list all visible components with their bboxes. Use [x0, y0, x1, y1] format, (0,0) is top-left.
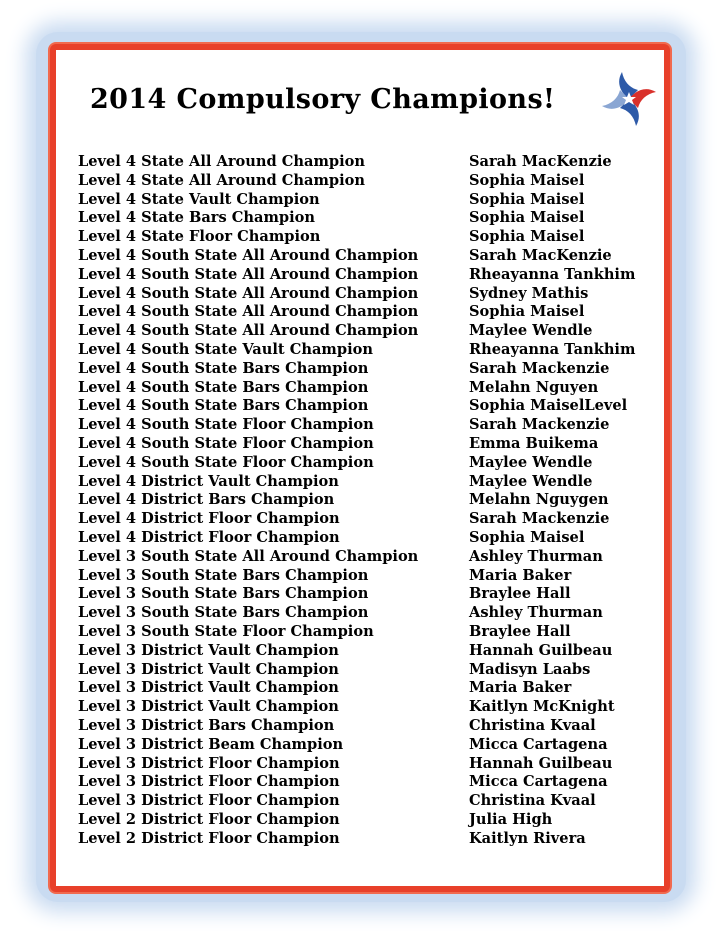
award-title: Level 4 South State Bars Champion [78, 397, 369, 415]
champion-row [78, 642, 648, 661]
champion-row [78, 416, 648, 435]
champion-row [78, 830, 648, 849]
champion-row [78, 623, 648, 642]
champion-name: Braylee Hall [469, 622, 571, 640]
award-title: Level 3 District Bars Champion [78, 716, 335, 734]
champion-row [78, 397, 648, 416]
champion-name: Emma Buikema [469, 434, 599, 452]
champion-row [78, 473, 648, 492]
champion-name: Maria Baker [469, 679, 572, 697]
award-title: Level 4 District Bars Champion [78, 491, 335, 509]
champion-row [78, 285, 648, 304]
page-title: 2014 Compulsory Champions! [90, 84, 556, 115]
champion-name: Sarah Mackenzie [469, 416, 610, 434]
award-title: Level 3 District Vault Champion [78, 679, 339, 697]
champion-name: Sarah Mackenzie [469, 510, 610, 528]
award-title: Level 4 South State All Around Champion [78, 303, 419, 321]
champion-name: Maylee Wendle [469, 322, 593, 340]
champion-row [78, 679, 648, 698]
champion-row [78, 360, 648, 379]
champion-name: Rheayanna Tankhim [469, 265, 636, 283]
award-title: Level 4 South State Floor Champion [78, 434, 374, 452]
champion-row [78, 736, 648, 755]
award-title: Level 3 District Floor Champion [78, 754, 340, 772]
award-title: Level 2 District Floor Champion [78, 829, 340, 847]
champion-row [78, 811, 648, 830]
award-title: Level 3 District Vault Champion [78, 698, 339, 716]
award-title: Level 4 District Vault Champion [78, 472, 339, 490]
champion-name: Hannah Guilbeau [469, 754, 613, 772]
award-title: Level 4 State All Around Champion [78, 171, 365, 189]
award-title: Level 4 South State All Around Champion [78, 265, 419, 283]
award-title: Level 2 District Floor Champion [78, 810, 340, 828]
champion-name: Madisyn Laabs [469, 660, 591, 678]
champion-row [78, 322, 648, 341]
champion-row [78, 172, 648, 191]
champion-name: Sophia Maisel [469, 303, 585, 321]
champion-row [78, 153, 648, 172]
champion-name: Micca Cartagena [469, 735, 608, 753]
champion-name: Christina Kvaal [469, 792, 596, 810]
champion-row [78, 491, 648, 510]
award-title: Level 4 District Floor Champion [78, 528, 340, 546]
award-title: Level 3 District Floor Champion [78, 773, 340, 791]
champion-name: Maylee Wendle [469, 453, 593, 471]
champion-row [78, 510, 648, 529]
award-title: Level 4 South State Bars Champion [78, 359, 369, 377]
award-title: Level 4 South State Bars Champion [78, 378, 369, 396]
award-title: Level 4 South State All Around Champion [78, 322, 419, 340]
champion-row [78, 661, 648, 680]
champion-name: Ashley Thurman [469, 547, 603, 565]
award-title: Level 3 South State Floor Champion [78, 622, 374, 640]
award-title: Level 4 State All Around Champion [78, 153, 365, 170]
award-title: Level 4 South State All Around Champion [78, 284, 419, 302]
champion-row [78, 792, 648, 811]
champion-name: Micca Cartagena [469, 773, 608, 791]
champion-name: Hannah Guilbeau [469, 641, 613, 659]
award-title: Level 3 South State Bars Champion [78, 604, 369, 622]
champion-name: Braylee Hall [469, 585, 571, 603]
champion-row [78, 209, 648, 228]
award-title: Level 4 South State Floor Champion [78, 416, 374, 434]
champion-name: Sophia Maisel [469, 190, 585, 208]
champion-name: Sophia Maisel [469, 209, 585, 227]
champion-name: Kaitlyn McKnight [469, 698, 615, 716]
gymnastics-pinwheel-logo-icon [600, 70, 658, 128]
champion-name: Melahn Nguygen [469, 491, 609, 509]
award-title: Level 3 District Vault Champion [78, 660, 339, 678]
award-title: Level 4 South State All Around Champion [78, 246, 419, 264]
champion-row [78, 698, 648, 717]
champion-row [78, 303, 648, 322]
champion-name: Rheayanna Tankhim [469, 340, 636, 358]
champion-row [78, 454, 648, 473]
champion-name: Sydney Mathis [469, 284, 589, 302]
champion-name: Christina Kvaal [469, 716, 596, 734]
champion-row [78, 191, 648, 210]
champion-row [78, 717, 648, 736]
award-title: Level 4 State Floor Champion [78, 228, 321, 246]
champion-row [78, 266, 648, 285]
award-title: Level 3 District Beam Champion [78, 735, 344, 753]
award-title: Level 4 South State Floor Champion [78, 453, 374, 471]
champion-row [78, 435, 648, 454]
champion-name: Maria Baker [469, 566, 572, 584]
champion-row [78, 228, 648, 247]
award-title: Level 4 South State Vault Champion [78, 340, 373, 358]
champion-row [78, 548, 648, 567]
award-title: Level 3 South State Bars Champion [78, 566, 369, 584]
champion-name: Melahn Nguyen [469, 378, 599, 396]
champion-name: Sarah Mackenzie [469, 359, 610, 377]
award-title: Level 4 State Vault Champion [78, 190, 320, 208]
award-title: Level 4 State Bars Champion [78, 209, 316, 227]
champion-name: Kaitlyn Rivera [469, 829, 586, 847]
champion-list [78, 153, 648, 848]
champion-row [78, 585, 648, 604]
champion-name: Maylee Wendle [469, 472, 593, 490]
champion-row [78, 567, 648, 586]
award-title: Level 3 South State Bars Champion [78, 585, 369, 603]
award-title: Level 3 District Floor Champion [78, 792, 340, 810]
champion-name: Ashley Thurman [469, 604, 603, 622]
champion-row [78, 755, 648, 774]
champion-row [78, 604, 648, 623]
champion-row [78, 773, 648, 792]
champion-name: Sophia MaiselLevel [469, 397, 628, 415]
award-title: Level 4 District Floor Champion [78, 510, 340, 528]
champion-row [78, 341, 648, 360]
champion-name: Sophia Maisel [469, 171, 585, 189]
champion-row [78, 379, 648, 398]
champion-name: Sarah MacKenzie [469, 246, 612, 264]
champion-row [78, 247, 648, 266]
champion-name: Sophia Maisel [469, 228, 585, 246]
champion-name: Sophia Maisel [469, 528, 585, 546]
champion-name: Julia High [469, 810, 553, 828]
champions-poster [50, 44, 670, 892]
award-title: Level 3 South State All Around Champion [78, 547, 419, 565]
champion-name: Sarah MacKenzie [469, 153, 612, 170]
award-title: Level 3 District Vault Champion [78, 641, 339, 659]
champion-row [78, 529, 648, 548]
